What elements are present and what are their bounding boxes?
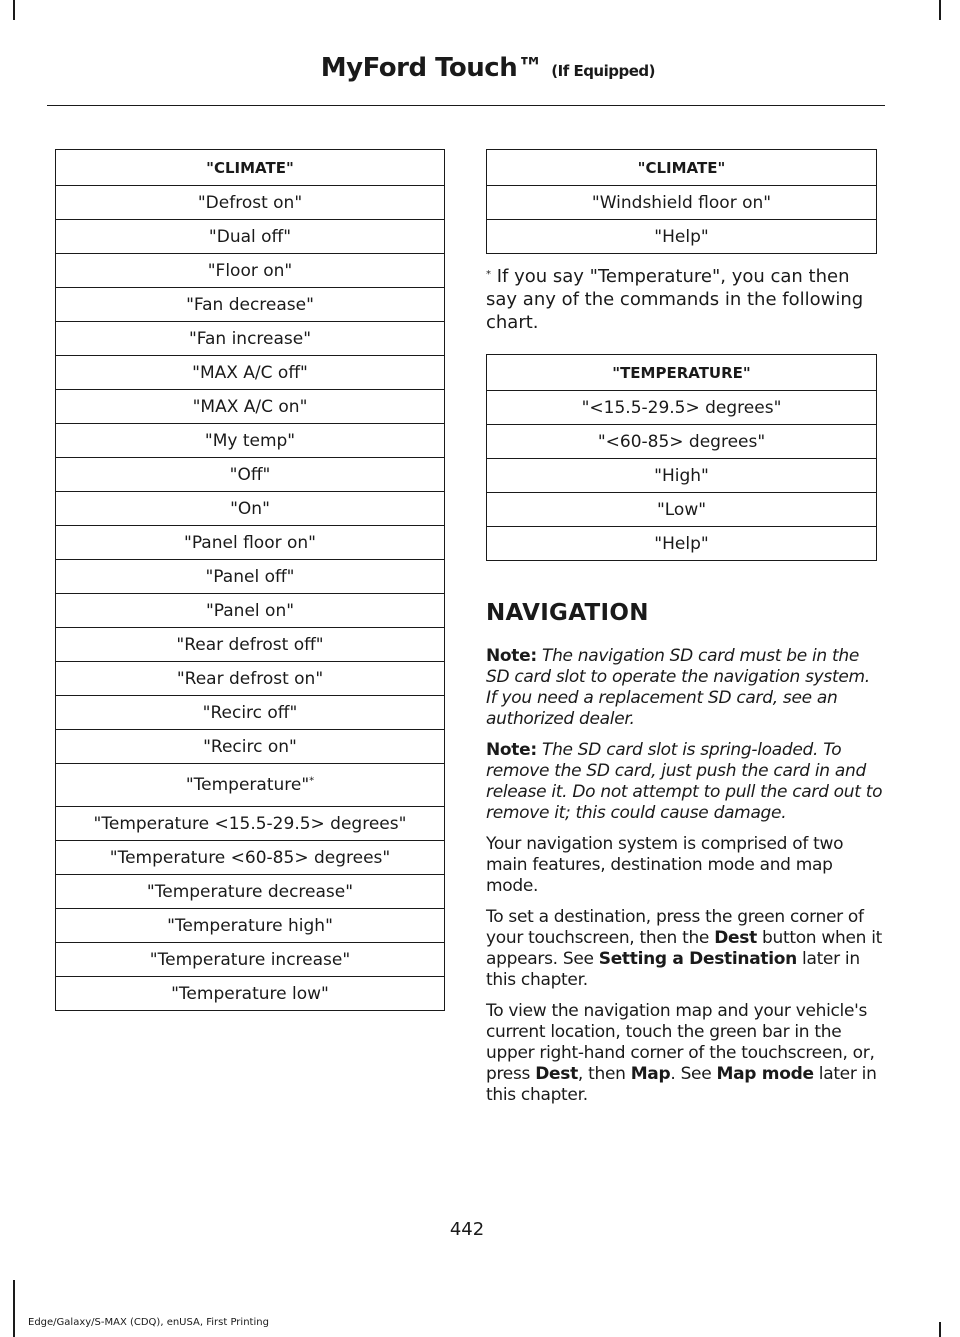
table-row: [56, 696, 445, 730]
table-row: [56, 288, 445, 322]
footer-text: Edge/Galaxy/S-MAX (CDQ), enUSA, First Printing: [28, 1317, 269, 1328]
table-row: [56, 220, 445, 254]
text-run: . See: [670, 1064, 712, 1084]
table-row: [56, 841, 445, 875]
table-row: [56, 594, 445, 628]
table-row: [56, 322, 445, 356]
text-run: button when it appears. See: [486, 928, 882, 969]
page-header-title: [321, 53, 655, 83]
footnote: [486, 265, 886, 334]
climate-commands-table-continued: [486, 149, 877, 254]
command-cell: "MAX A/C on": [56, 390, 445, 424]
temperature-commands-table: [486, 354, 877, 561]
table-row: [56, 186, 445, 220]
command-cell: "High": [487, 459, 877, 493]
note-text: The navigation SD card must be in the SD card slot to operate the navigation system. If you need a replacement SD card, see an authorized dealer.: [486, 646, 870, 729]
table-row: [56, 807, 445, 841]
header-title-text: MyFord Touch™: [320, 53, 543, 83]
command-cell: "Temperature <60-85> degrees": [56, 841, 445, 875]
command-cell: "Defrost on": [56, 186, 445, 220]
climate-commands-table: [55, 149, 445, 1011]
note-spring-loaded: [486, 740, 884, 824]
cross-reference-setting-destination: Setting a Destination: [598, 949, 797, 969]
footnote-marker: *: [486, 269, 491, 280]
table-row: [56, 526, 445, 560]
table-row: [56, 977, 445, 1011]
command-cell: "MAX A/C off": [56, 356, 445, 390]
text-run: To set a destination, press the green corner of your touchscreen, then the: [486, 907, 864, 948]
table-row: [487, 186, 877, 220]
table-row: [56, 356, 445, 390]
table-row: [487, 391, 877, 425]
table-row: [56, 875, 445, 909]
command-cell: "Help": [487, 220, 877, 254]
page-number: 442: [449, 1219, 485, 1240]
note-sd-card: [486, 646, 884, 730]
text-run: To view the navigation map and your vehicle's current location, touch the green bar in the upper right-hand corner of the touchscreen, or, press: [486, 1001, 875, 1084]
note-label: Note:: [486, 646, 537, 666]
command-cell: "Panel on": [56, 594, 445, 628]
command-cell: "Floor on": [56, 254, 445, 288]
navigation-section: [486, 600, 884, 1116]
table-row: [487, 493, 877, 527]
paragraph-view-map: [486, 1001, 884, 1106]
table-row: [487, 220, 877, 254]
table-row: [56, 730, 445, 764]
command-cell: "Recirc off": [56, 696, 445, 730]
note-label: Note:: [486, 740, 537, 760]
table-row: [56, 662, 445, 696]
text-run: later in this chapter.: [486, 1064, 877, 1105]
command-cell: "<60-85> degrees": [487, 425, 877, 459]
command-cell: "Windshield floor on": [487, 186, 877, 220]
command-cell: "Dual off": [56, 220, 445, 254]
map-keyword: Map: [630, 1064, 671, 1084]
crop-mark-bottom-right: [939, 1322, 941, 1337]
command-cell: "Off": [56, 458, 445, 492]
command-cell: "Panel off": [56, 560, 445, 594]
command-cell: "Temperature"*: [56, 764, 445, 807]
table-row: [56, 458, 445, 492]
command-cell: "Temperature high": [56, 909, 445, 943]
command-cell: "Temperature low": [56, 977, 445, 1011]
dest-keyword: Dest: [535, 1064, 578, 1084]
table-row: [487, 527, 877, 561]
text-run: later in this chapter.: [486, 949, 860, 990]
table-row: [56, 390, 445, 424]
section-heading: NAVIGATION: [486, 600, 649, 626]
command-cell: "My temp": [56, 424, 445, 458]
table-row: [56, 909, 445, 943]
command-cell: "Panel floor on": [56, 526, 445, 560]
command-cell: "Rear defrost off": [56, 628, 445, 662]
command-cell: "Temperature increase": [56, 943, 445, 977]
command-cell: "Temperature <15.5-29.5> degrees": [56, 807, 445, 841]
crop-mark-top-left: [13, 0, 15, 20]
paragraph-features: Your navigation system is comprised of two main features, destination mode and map mode.: [486, 834, 844, 896]
table-row: [56, 492, 445, 526]
command-cell: "<15.5-29.5> degrees": [487, 391, 877, 425]
table-row: [56, 560, 445, 594]
dest-keyword: Dest: [714, 928, 757, 948]
command-cell: "Recirc on": [56, 730, 445, 764]
command-cell: "Temperature decrease": [56, 875, 445, 909]
table-header: "TEMPERATURE": [487, 355, 877, 391]
table-row: [56, 628, 445, 662]
header-rule: [47, 105, 885, 106]
paragraph-set-destination: [486, 907, 884, 991]
table-row: [487, 459, 877, 493]
command-cell: "Fan decrease": [56, 288, 445, 322]
table-header: "CLIMATE": [487, 150, 877, 186]
table-row: [56, 764, 445, 807]
table-row: [487, 425, 877, 459]
table-row: [56, 943, 445, 977]
command-cell: "Low": [487, 493, 877, 527]
crop-mark-bottom-left: [13, 1280, 15, 1337]
footnote-marker: *: [309, 775, 315, 787]
table-header: "CLIMATE": [56, 150, 445, 186]
command-cell: "Help": [487, 527, 877, 561]
header-subtitle: (If Equipped): [551, 62, 655, 80]
note-text: The SD card slot is spring-loaded. To remove the SD card, just push the card in and release it. Do not attempt to pull the card out to remove it; this could cause damage.: [486, 740, 883, 823]
command-cell: "Fan increase": [56, 322, 445, 356]
command-cell: "On": [56, 492, 445, 526]
crop-mark-top-right: [939, 0, 941, 20]
text-run: , then: [577, 1064, 626, 1084]
table-row: [56, 424, 445, 458]
table-row: [56, 254, 445, 288]
command-cell: "Rear defrost on": [56, 662, 445, 696]
footnote-text: If you say "Temperature", you can then say any of the commands in the following chart.: [486, 266, 864, 333]
cross-reference-map-mode: Map mode: [716, 1064, 814, 1084]
